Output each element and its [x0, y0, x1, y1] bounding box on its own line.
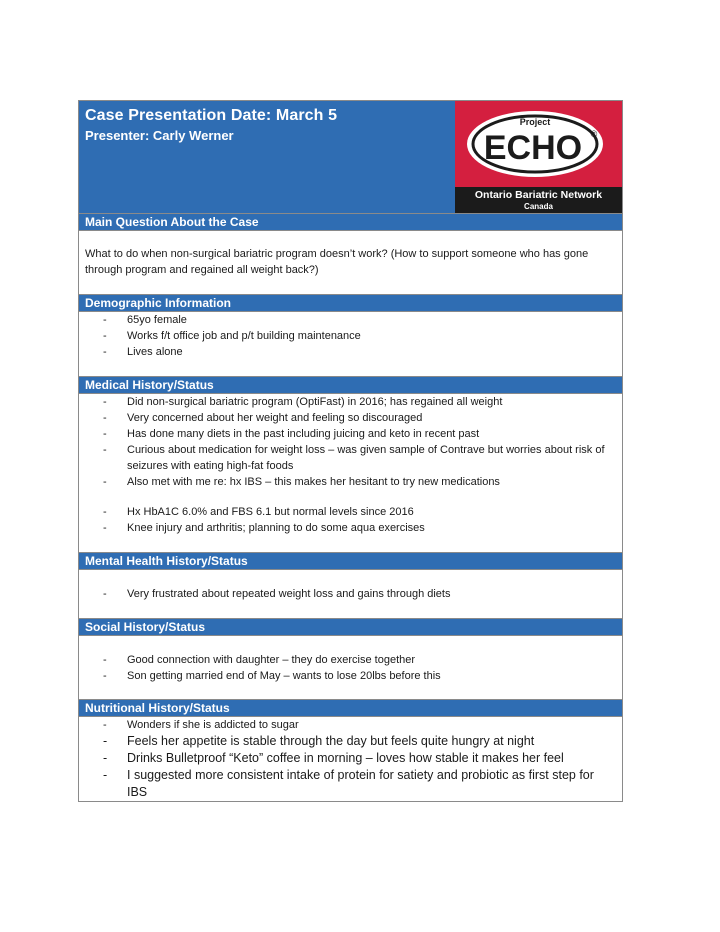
- list-item: [79, 750, 622, 767]
- mental-health-list: [79, 586, 622, 602]
- mental-health-body: [79, 569, 622, 617]
- list-item-text: Son getting married end of May – wants to lose 20lbs before this: [127, 670, 441, 682]
- social-heading: Social History/Status: [79, 618, 622, 635]
- list-item: [79, 426, 622, 442]
- case-header: [79, 101, 455, 214]
- list-item-text: Feels her appetite is stable through the day but feels quite hungry at night: [127, 734, 535, 748]
- list-item: [79, 504, 622, 520]
- presenter-name: Presenter: Carly Werner: [85, 128, 234, 143]
- list-item: [79, 474, 622, 490]
- list-item-text: Very frustrated about repeated weight loss and gains through diets: [127, 588, 451, 600]
- list-item-text: Did non-surgical bariatric program (OptiFast) in 2016; has regained all weight: [127, 396, 503, 408]
- list-item: [79, 394, 622, 410]
- list-item-text: Knee injury and arthritis; planning to do some aqua exercises: [127, 522, 425, 534]
- dash-bullet: -: [103, 719, 107, 731]
- list-item-text: Good connection with daughter – they do exercise together: [127, 654, 416, 666]
- dash-bullet: -: [103, 412, 107, 424]
- list-item: [79, 652, 622, 668]
- list-item-text: Also met with me re: hx IBS – this makes her hesitant to try new medications: [127, 476, 500, 488]
- social-body: [79, 635, 622, 699]
- dash-bullet: -: [103, 476, 107, 488]
- list-item-text: Has done many diets in the past including juicing and keto in recent past: [127, 428, 480, 440]
- dash-bullet: -: [103, 751, 108, 765]
- dash-bullet: -: [103, 428, 107, 440]
- list-item: [79, 410, 622, 426]
- list-item: [79, 328, 622, 344]
- list-item-text: Wonders if she is addicted to sugar: [127, 719, 299, 731]
- list-item-text: Drinks Bulletproof “Keto” coffee in morning – loves how stable it makes her feel: [127, 751, 564, 765]
- dash-bullet: -: [103, 444, 107, 456]
- medical-list-continued: [79, 504, 622, 536]
- nutritional-heading: Nutritional History/Status: [79, 699, 622, 716]
- list-item: [79, 717, 622, 733]
- list-item-text: 65yo female: [127, 314, 187, 326]
- echo-logo-mark: [455, 101, 622, 187]
- dash-bullet: -: [103, 768, 108, 782]
- medical-body: [79, 393, 622, 551]
- dash-bullet: -: [103, 522, 107, 534]
- mental-health-heading: Mental Health History/Status: [79, 552, 622, 569]
- list-item: [79, 767, 622, 801]
- dash-bullet: -: [103, 506, 107, 518]
- list-item: [79, 520, 622, 536]
- demographic-body: [79, 311, 622, 376]
- dash-bullet: -: [103, 654, 107, 666]
- dash-bullet: -: [103, 330, 107, 342]
- demographic-list: [79, 312, 622, 360]
- demographic-heading: Demographic Information: [79, 294, 622, 311]
- dash-bullet: -: [103, 734, 108, 748]
- social-list: [79, 652, 622, 684]
- logo-network-bar: [455, 187, 622, 214]
- logo-registered-mark: ®: [590, 129, 598, 139]
- logo-echo-text: ECHO: [483, 129, 583, 167]
- list-item-text: Lives alone: [127, 346, 183, 358]
- dash-bullet: -: [103, 314, 107, 326]
- list-item: [79, 344, 622, 360]
- dash-bullet: -: [103, 588, 107, 600]
- dash-bullet: -: [103, 346, 107, 358]
- list-item-text: I suggested more consistent intake of protein for satiety and probiotic as first step for IBS: [127, 768, 594, 799]
- logo-network-name: Ontario Bariatric Network: [474, 189, 603, 201]
- list-item: [79, 442, 622, 474]
- dash-bullet: -: [103, 396, 107, 408]
- logo-project-text: Project: [519, 117, 551, 127]
- list-item-text: Works f/t office job and p/t building maintenance: [127, 330, 361, 342]
- nutritional-body: [79, 716, 622, 801]
- dash-bullet: -: [103, 670, 107, 682]
- main-question-text: What to do when non-surgical bariatric program doesn’t work? (How to support someone who has gone through program and regained all weight back?): [85, 248, 589, 276]
- logo-country: Canada: [524, 202, 553, 211]
- list-item: [79, 733, 622, 750]
- main-question-body: [79, 230, 622, 294]
- list-item-text: Very concerned about her weight and feeling so discouraged: [127, 412, 423, 424]
- case-presentation-date: Case Presentation Date: March 5: [85, 107, 338, 124]
- list-item: [79, 668, 622, 684]
- list-item: [79, 586, 622, 602]
- list-item-text: Hx HbA1C 6.0% and FBS 6.1 but normal levels since 2016: [127, 506, 414, 518]
- nutritional-list: [79, 717, 622, 801]
- case-presentation-form: [78, 100, 623, 802]
- medical-list: [79, 394, 622, 490]
- main-question-heading: Main Question About the Case: [79, 213, 622, 230]
- medical-heading: Medical History/Status: [79, 376, 622, 393]
- list-item: [79, 312, 622, 328]
- list-item-text: Curious about medication for weight loss – was given sample of Contrave but worries about risk of seizures with eating high-fat foods: [127, 444, 605, 472]
- project-echo-logo: [455, 101, 622, 214]
